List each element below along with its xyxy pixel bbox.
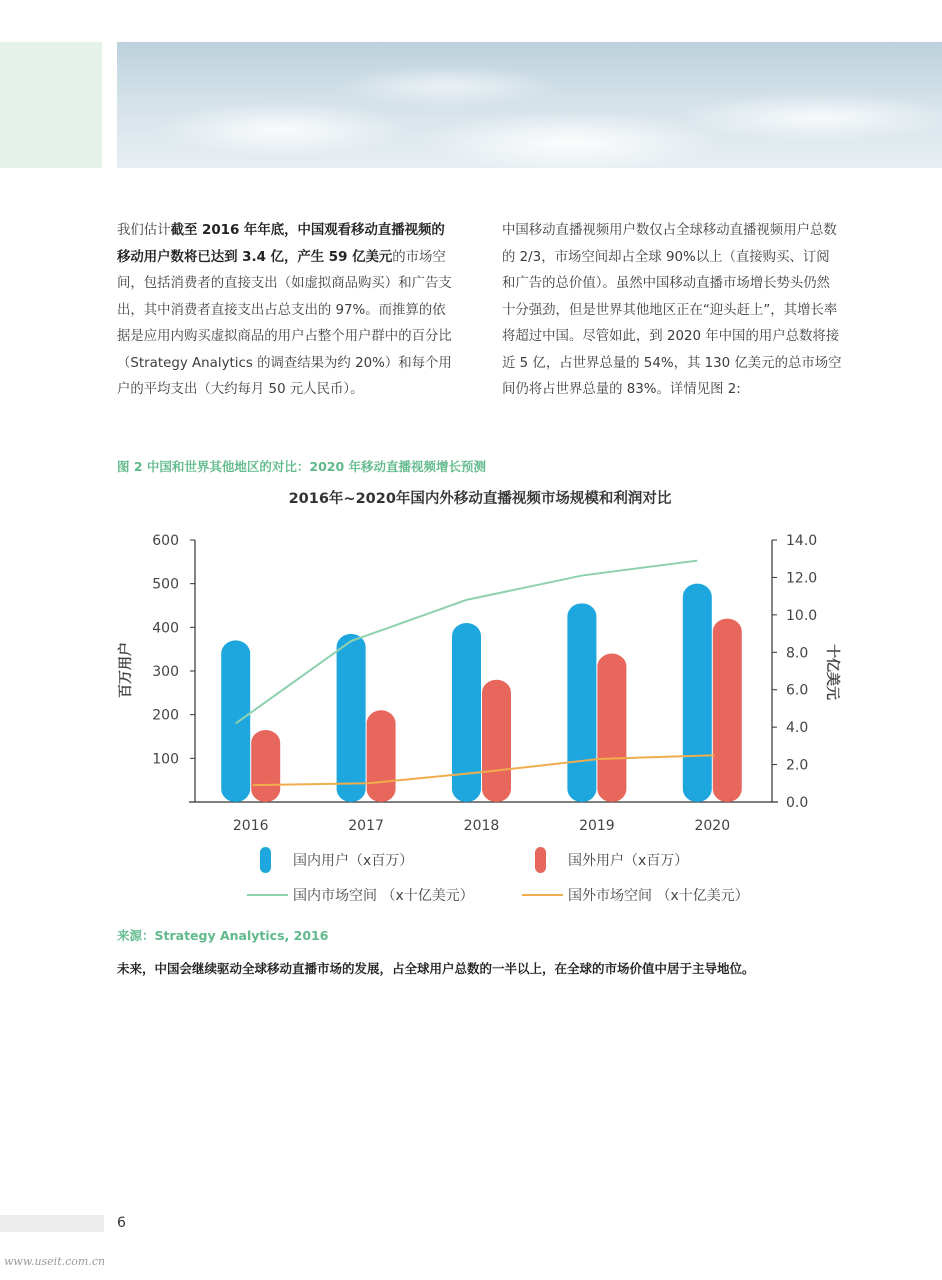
left-tick-label: 600 xyxy=(152,533,179,549)
x-tick-label: 2016 xyxy=(232,818,269,834)
left-tick-label: 100 xyxy=(152,751,179,768)
right-tick-label: 10.0 xyxy=(786,607,818,624)
left-tick-label: 200 xyxy=(152,707,179,724)
text-run: 我们估计 xyxy=(117,223,171,238)
left-paragraph xyxy=(117,218,457,404)
footer-bar xyxy=(0,1215,104,1232)
right-tick-label: 8.0 xyxy=(786,645,809,662)
page-number: 6 xyxy=(117,1215,126,1231)
legend-label: 国内用户（x百万） xyxy=(293,853,414,869)
bar-domestic-users xyxy=(683,584,712,802)
x-tick-label: 2019 xyxy=(579,818,615,834)
x-tick-label: 2020 xyxy=(694,818,731,834)
bar-foreign-users xyxy=(251,730,280,802)
bar-foreign-users xyxy=(713,619,742,802)
figure-caption: 图 2 中国和世界其他地区的对比：2020 年移动直播视频增长预测 xyxy=(117,459,487,474)
bar-domestic-users xyxy=(337,634,366,802)
right-axis-title: 十亿美元 xyxy=(824,644,840,700)
bar-foreign-users xyxy=(597,654,626,802)
legend-label: 国外用户（x百万） xyxy=(568,853,689,869)
conclusion-text: 未来，中国会继续驱动全球移动直播市场的发展，占全球用户总数的一半以上，在全球的市场价值中居于主导地位。 xyxy=(117,961,755,976)
legend-label: 国外市场空间 （x十亿美元） xyxy=(568,888,749,904)
text-run: 的市场空间，包括消费者的直接支出（如虚拟商品购买）和广告支出，其中消费者直接支出占总支出的 97%。而推算的依据是应用内购买虚拟商品的用户占整个用户群中的百分比（Strategy Analytics 的调查结果为约 20%）和每个用户的平均支出（大约每月 50 元人民币）。 xyxy=(117,249,452,397)
bar-domestic-users xyxy=(567,603,596,802)
left-text-column xyxy=(117,218,457,404)
bold-text-run: 截至 2016 年年底，中国观看移动直播视频的移动用户数将已达到 3.4 亿，产生 59 亿美元 xyxy=(117,223,445,265)
legend-label: 国内市场空间 （x十亿美元） xyxy=(293,888,474,904)
bar-domestic-users xyxy=(221,640,250,802)
chart-title: 2016年~2020年国内外移动直播视频市场规模和利润对比 xyxy=(288,491,672,507)
header-banner-image xyxy=(117,42,942,168)
right-tick-label: 12.0 xyxy=(786,570,818,587)
left-tick-label: 300 xyxy=(152,664,179,680)
right-tick-label: 0.0 xyxy=(786,795,809,811)
bar-foreign-users xyxy=(367,710,396,802)
left-tick-label: 500 xyxy=(152,576,179,593)
bar-foreign-users xyxy=(482,680,511,802)
right-tick-label: 14.0 xyxy=(786,533,818,549)
left-axis-title: 百万用户 xyxy=(118,642,134,698)
legend-swatch-bar xyxy=(260,847,271,873)
right-tick-label: 2.0 xyxy=(786,757,809,774)
right-tick-label: 6.0 xyxy=(786,682,809,699)
x-tick-label: 2017 xyxy=(348,818,384,834)
right-text-column xyxy=(502,218,842,404)
watermark-text: www.useit.com.cn xyxy=(4,1255,106,1268)
combo-chart xyxy=(100,520,860,915)
left-tick-label: 400 xyxy=(152,620,179,637)
x-tick-label: 2018 xyxy=(463,818,500,834)
source-note: 来源：Strategy Analytics, 2016 xyxy=(117,928,329,943)
right-paragraph: 中国移动直播视频用户数仅占全球移动直播视频用户总数的 2/3，市场空间却占全球 90%以上（直接购买、订阅和广告的总价值）。虽然中国移动直播市场增长势头仍然十分强劲，但是世界其他地区正在“迎头赶上”，其增长率将超过中国。尽管如此，到 2020 年中国的用户总数将接近 5 亿，占世界总量的 54%，其 130 亿美元的总市场空间仍将占世界总量的 83%。详情见图 2: xyxy=(502,223,842,397)
decorative-green-block xyxy=(0,42,102,168)
right-tick-label: 4.0 xyxy=(786,720,809,737)
legend-swatch-bar xyxy=(535,847,546,873)
